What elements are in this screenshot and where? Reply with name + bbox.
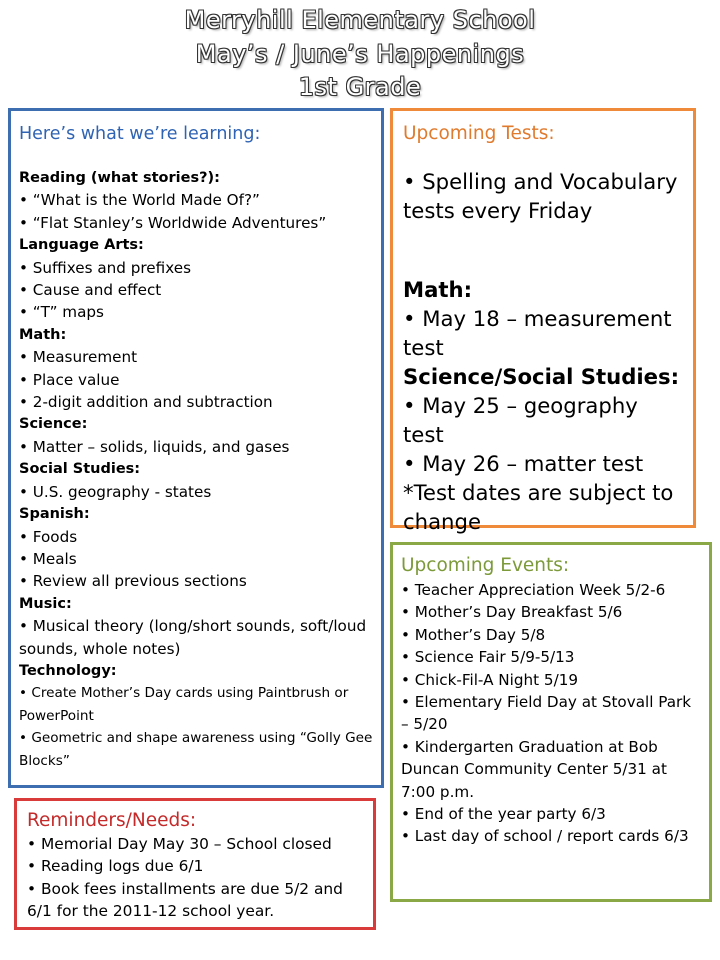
subject-heading: Reading (what stories?): bbox=[19, 170, 220, 186]
event-item: • Science Fair 5/9-5/13 bbox=[401, 648, 575, 667]
list-item: • May 18 – measurement test bbox=[403, 306, 672, 360]
list-item: • Spelling and Vocabulary tests every Friday bbox=[403, 169, 678, 223]
events-box bbox=[390, 542, 712, 902]
event-item: • Kindergarten Graduation at Bob Duncan Community Center 5/31 at 7:00 p.m. bbox=[401, 737, 667, 801]
tests-box bbox=[390, 108, 696, 534]
subject-heading: Math: bbox=[403, 277, 473, 302]
subject-heading: Social Studies: bbox=[19, 461, 141, 478]
subject-heading: Spanish: bbox=[19, 506, 90, 523]
list-item: • Place value bbox=[19, 370, 120, 389]
list-item: *Test dates are subject to change bbox=[403, 480, 674, 534]
list-item: • “T” maps bbox=[19, 303, 104, 322]
list-item: • “Flat Stanley’s Worldwide Adventures” bbox=[19, 213, 327, 232]
list-item: • Review all previous sections bbox=[19, 572, 247, 591]
subject-heading: Technology: bbox=[19, 662, 117, 679]
newsletter-title: May’s / June’s Happenings bbox=[195, 40, 525, 68]
events-list bbox=[401, 579, 703, 848]
reminders-heading: Reminders/Needs: bbox=[27, 810, 197, 831]
list-item: • Cause and effect bbox=[19, 281, 162, 300]
reminders-box bbox=[14, 798, 376, 930]
event-item: • Last day of school / report cards 6/3 bbox=[401, 827, 689, 846]
list-item: • Foods bbox=[19, 527, 78, 546]
subject-heading: Language Arts: bbox=[19, 237, 144, 254]
reminders-list bbox=[27, 833, 367, 923]
list-item: • U.S. geography - states bbox=[19, 482, 212, 501]
event-item: • Mother’s Day 5/8 bbox=[401, 625, 546, 644]
learning-box bbox=[8, 108, 384, 788]
subject-heading: Science/Social Studies: bbox=[403, 364, 680, 389]
event-item: • End of the year party 6/3 bbox=[401, 805, 606, 824]
list-item: • “What is the World Made Of?” bbox=[19, 191, 260, 210]
list-item: • 2-digit addition and subtraction bbox=[19, 393, 273, 412]
list-item: • Musical theory (long/short sounds, soft/loud sounds, whole notes) bbox=[19, 617, 367, 658]
list-item: • Geometric and shape awareness using “Golly Gee Blocks” bbox=[19, 730, 373, 769]
grade-title: 1st Grade bbox=[298, 73, 422, 101]
subject-heading: Math: bbox=[19, 326, 67, 343]
tests-heading: Upcoming Tests: bbox=[403, 123, 555, 144]
reminder-item: • Reading logs due 6/1 bbox=[27, 857, 204, 876]
list-item: • Create Mother’s Day cards using Paintbrush or PowerPoint bbox=[19, 685, 349, 724]
learning-heading: Here’s what we’re learning: bbox=[19, 124, 261, 144]
list-item: • Meals bbox=[19, 549, 77, 568]
list-item: • Measurement bbox=[19, 348, 138, 367]
event-item: • Chick-Fil-A Night 5/19 bbox=[401, 670, 579, 689]
list-item: • May 26 – matter test bbox=[403, 451, 644, 476]
list-item: • Matter – solids, liquids, and gases bbox=[19, 437, 290, 456]
learning-list bbox=[19, 167, 373, 772]
subject-heading: Music: bbox=[19, 595, 72, 612]
spacer bbox=[403, 241, 685, 259]
reminder-item: • Book fees installments are due 5/2 and 6/1 for the 2011-12 school year. bbox=[27, 879, 343, 921]
event-item: • Elementary Field Day at Stovall Park – 5/20 bbox=[401, 693, 692, 734]
reminder-item: • Memorial Day May 30 – School closed bbox=[27, 835, 332, 853]
tests-list bbox=[403, 167, 685, 536]
event-item: • Mother’s Day Breakfast 5/6 bbox=[401, 603, 623, 622]
events-heading: Upcoming Events: bbox=[401, 555, 570, 576]
event-item: • Teacher Appreciation Week 5/2-6 bbox=[401, 581, 666, 599]
list-item: • Suffixes and prefixes bbox=[19, 258, 191, 277]
subject-heading: Science: bbox=[19, 416, 88, 433]
school-name: Merryhill Elementary School bbox=[184, 6, 536, 34]
list-item: • May 25 – geography test bbox=[403, 393, 638, 447]
